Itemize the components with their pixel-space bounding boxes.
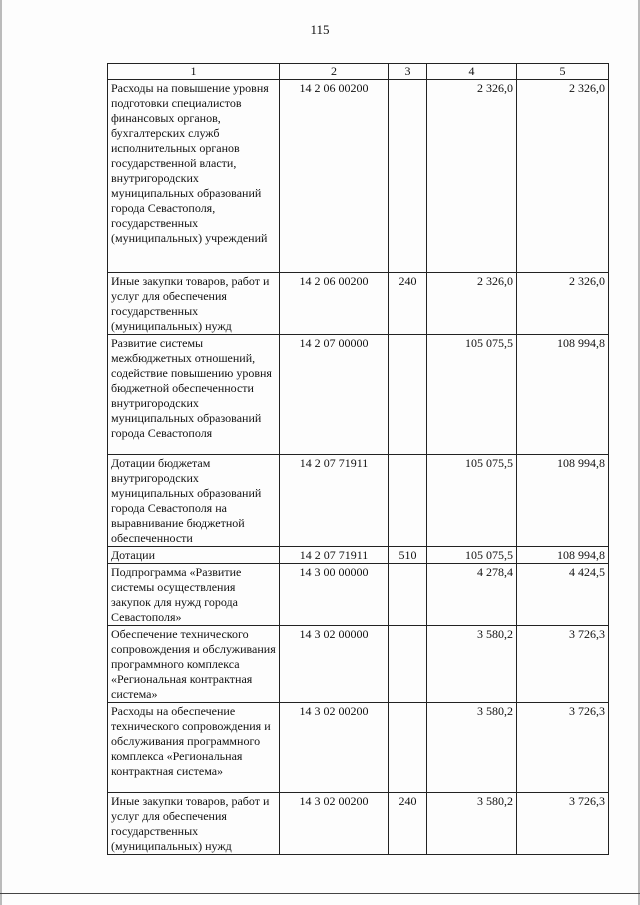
table-row xyxy=(108,273,609,335)
row-expense-type xyxy=(389,626,427,703)
row-name: Расходы на обеспечение технического сопровождения и обслуживания программного комплекса «Региональная контрактная система» xyxy=(108,703,280,793)
row-code: 14 3 00 00000 xyxy=(280,564,389,626)
row-expense-type xyxy=(389,564,427,626)
table-row xyxy=(108,335,609,455)
row-amount-year-1: 3 580,2 xyxy=(427,703,517,793)
row-amount-year-2: 2 326,0 xyxy=(517,273,609,335)
row-name: Обеспечение технического сопровождения и обслуживания программного комплекса «Региональная контрактная система» xyxy=(108,626,280,703)
row-name: Дотации xyxy=(108,547,280,564)
row-code: 14 3 02 00200 xyxy=(280,793,389,855)
row-code: 14 3 02 00200 xyxy=(280,703,389,793)
table-row xyxy=(108,564,609,626)
row-amount-year-1: 105 075,5 xyxy=(427,455,517,547)
row-amount-year-2: 108 994,8 xyxy=(517,335,609,455)
row-amount-year-2: 108 994,8 xyxy=(517,455,609,547)
row-code: 14 2 07 71911 xyxy=(280,455,389,547)
header-col-4: 4 xyxy=(427,64,517,80)
row-name: Иные закупки товаров, работ и услуг для обеспечения государственных (муниципальных) нужд xyxy=(108,273,280,335)
table-row xyxy=(108,547,609,564)
scan-left-edge xyxy=(0,0,2,905)
row-amount-year-2: 4 424,5 xyxy=(517,564,609,626)
row-amount-year-1: 2 326,0 xyxy=(427,273,517,335)
header-col-2: 2 xyxy=(280,64,389,80)
row-expense-type: 240 xyxy=(389,793,427,855)
row-expense-type xyxy=(389,335,427,455)
row-code: 14 2 06 00200 xyxy=(280,273,389,335)
row-amount-year-2: 3 726,3 xyxy=(517,626,609,703)
row-expense-type xyxy=(389,80,427,273)
table-row xyxy=(108,793,609,855)
row-name: Расходы на повышение уровня подготовки специалистов финансовых органов, бухгалтерских служб исполнительных органов государственной власти, внутригородских муниципальных образований города Севастополя, государственных (муниципальных) учреждений xyxy=(108,80,280,273)
row-amount-year-1: 3 580,2 xyxy=(427,793,517,855)
table-row xyxy=(108,626,609,703)
row-expense-type: 240 xyxy=(389,273,427,335)
row-code: 14 3 02 00000 xyxy=(280,626,389,703)
row-amount-year-2: 3 726,3 xyxy=(517,793,609,855)
row-amount-year-1: 105 075,5 xyxy=(427,335,517,455)
row-name: Дотации бюджетам внутригородских муниципальных образований города Севастополя на выравнивание бюджетной обеспеченности xyxy=(108,455,280,547)
page-bottom-rule xyxy=(0,893,640,894)
budget-table xyxy=(107,63,609,855)
row-name: Иные закупки товаров, работ и услуг для обеспечения государственных (муниципальных) нужд xyxy=(108,793,280,855)
row-code: 14 2 07 71911 xyxy=(280,547,389,564)
table-header-row xyxy=(108,64,609,80)
row-amount-year-1: 2 326,0 xyxy=(427,80,517,273)
row-amount-year-1: 3 580,2 xyxy=(427,626,517,703)
row-amount-year-1: 4 278,4 xyxy=(427,564,517,626)
row-amount-year-1: 105 075,5 xyxy=(427,547,517,564)
row-code: 14 2 07 00000 xyxy=(280,335,389,455)
header-col-5: 5 xyxy=(517,64,609,80)
row-amount-year-2: 2 326,0 xyxy=(517,80,609,273)
table-row xyxy=(108,80,609,273)
header-col-3: 3 xyxy=(389,64,427,80)
row-amount-year-2: 108 994,8 xyxy=(517,547,609,564)
row-expense-type: 510 xyxy=(389,547,427,564)
table-row xyxy=(108,455,609,547)
row-name: Подпрограмма «Развитие системы осуществления закупок для нужд города Севастополя» xyxy=(108,564,280,626)
page-number: 115 xyxy=(310,22,330,37)
row-code: 14 2 06 00200 xyxy=(280,80,389,273)
row-expense-type xyxy=(389,703,427,793)
table-row xyxy=(108,703,609,793)
row-amount-year-2: 3 726,3 xyxy=(517,703,609,793)
header-col-1: 1 xyxy=(108,64,280,80)
row-expense-type xyxy=(389,455,427,547)
row-name: Развитие системы межбюджетных отношений, содействие повышению уровня бюджетной обеспеченности внутригородских муниципальных образований города Севастополя xyxy=(108,335,280,455)
